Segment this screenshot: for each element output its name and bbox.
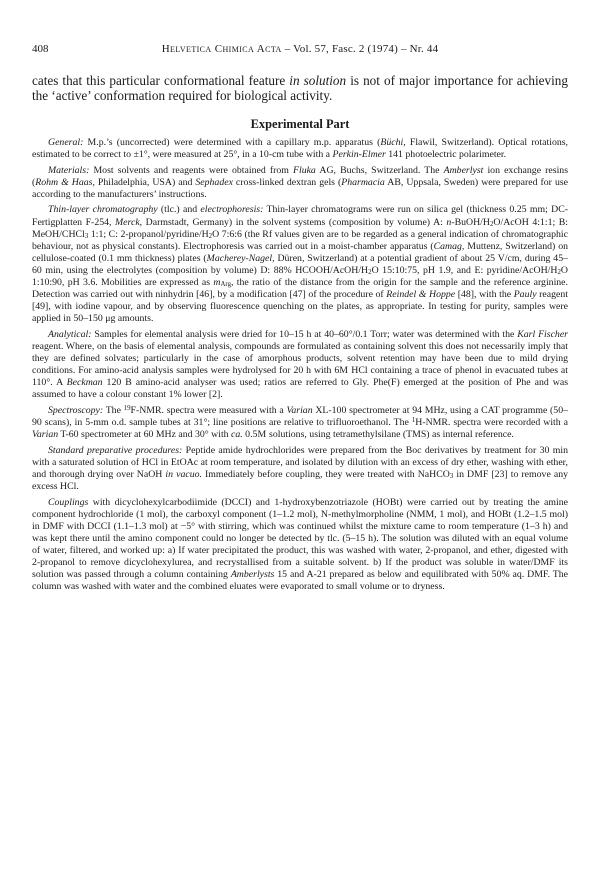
analytical-paragraph: Analytical: Samples for elemental analysis were dried for 10–15 h at 40–60°/0.1 Torr; water was determined with the Karl Fischer reagent. Where, on the basis of elemental analysis, compounds are formulated as containing solvent this does not necessarily imply that they are defined solvates; particularly in the case of amorphous products, solvent retention may have been due to mild drying conditions. For amino-acid analysis samples were hydrolysed for 20 h with 6M HCl containing a trace of phenol in evacuated tubes at 110°. A Beckman 120 B amino-acid analyser was used; ratios are referred to Gly. Phe(F) emerged at the position of Phe and was assumed to have a colour constant 1% lower [2]. — [32, 328, 569, 401]
page-number: 408 — [32, 43, 49, 55]
couplings-paragraph: Couplings with dicyclohexylcarbodiimide (DCCI) and 1-hydroxybenzotriazole (HOBt) were carried out by treating the amine component hydrochloride (1 mol), the carboxyl component (1–1.2 mol), N-methylmorpholine (NMM, 1 mol), and HOBt (1.2–1.5 mol) in DMF with DCCI (1.1–1.3 mol) at −5° with stirring, which was continued whilst the mixture came to room temperature (1–3 h) and was kept there until the amino component could no longer be detected by tlc. (5–15 h). The solution was diluted with an equal volume of water, filtered, and worked up: a) If water precipitated the product, this was washed with water, 2-propanol, and ether, digested with 2-propanol to remove dicyclohexylurea, and recrystallised from a suitable solvent. b) If the product was soluble in water/DMF its solution was passed through a column containing Amberlysts 15 and A-21 prepared as below and equilibrated with 50% aq. DMF. The column was washed with water and the combined eluates were evaporated to small volume or to dryness. — [32, 496, 568, 593]
standard-procedures-paragraph: Standard preparative procedures: Peptide amide hydrochlorides were prepared from the Boc derivatives by treatment for 30 min with a saturated solution of HCl in EtOAc at room temperature, and isolated by dilution with an excess of dry ether, washing with ether, and thorough drying over NaOH in vacuo. Immediately before coupling, they were treated with NaHCO$_3$ in DMF [23] to remove any excess HCl. — [32, 444, 569, 493]
tlc-paragraph: Thin-layer chromatography (tlc.) and electrophoresis: Thin-layer chromatograms were run on silica gel (thickness 0.25 mm; DC-Fertigplatten F-254, Merck, Darmstadt, Germany) in the solvent systems (composition by volume) A: $n-BuOH/H_2O$/AcOH 4:1:1; B: MeOH/CHCl$_3$ 1:1; C: $2-propanol/pyridine/H_2O$ 7:6:6 (the Rf values given are to be regarded as a general indication of chromatographic behaviour, not as physical constants). Electrophoresis was carried out in a moist-chamber apparatus (Camag, Muttenz, Switzerland) on cellulose-coated (0.1 mm thickness) plates (Macherey-Nagel, Düren, Switzerland) at a potential gradient of about 25 V/cm, during 45–60 min, using the electrolytes (composition by volume) D: 88% HCOOH/$AcOH/H_2O$ 15:10:75, pH 1.9, and E: pyridine/$AcOH/H_2O$ 1:10:90, pH 3.6. Mobilities are expressed as $m_{Arg}$, the ratio of the distance from the origin for the sample and the reference arginine. Detection was carried out with ninhydrin [46], by a modification [47] of the procedure of Reindel & Hoppe [48], with the Pauly reagent [49], with iodine vapour, and by observing fluorescence quenching on the plates, as appropriate. In testing for purity, samples were applied in 50–150 μg amounts. — [32, 204, 568, 325]
running-title — [32, 43, 568, 55]
spectroscopy-paragraph: Spectroscopy: The $^{19}$F-NMR. spectra were measured with a Varian XL-100 spectrometer at 94 MHz, using a CAT programme (50–90 scans), in 5-mm o.d. sample tubes at 31°; line positions are relative to trifluoroethanol. The $^1$H-NMR. spectra were recorded with a Varian T-60 spectrometer at 60 MHz and 30° with ca. 0.5M solutions, using tetramethylsilane (TMS) as internal reference. — [32, 404, 568, 441]
running-header — [32, 43, 568, 59]
article-body — [32, 73, 568, 597]
materials-paragraph: Materials: Most solvents and reagents were obtained from Fluka AG, Buchs, Switzerland. The Amberlyst ion exchange resins (Rohm & Haas, Philadelphia, USA) and Sephadex cross-linked dextran gels (Pharmacia AB, Uppsala, Sweden) were prepared for use according to the manufacturers’ instructions. — [32, 164, 569, 200]
issue-info: – Vol. 57, Fasc. 2 (1974) – Nr. 44 — [284, 43, 439, 55]
intro-paragraph: cates that this particular conformational feature in solution is not of major importance for achieving the ‘active’ conformation required for biological activity. — [32, 73, 568, 103]
journal-name: Helvetica Chimica Acta — [161, 43, 282, 55]
section-heading: Experimental Part — [250, 117, 350, 131]
general-paragraph: General: M.p.’s (uncorrected) were determined with a capillary m.p. apparatus (Büchi, Flawil, Switzerland). Optical rotations, estimated to be correct to ±1°, were measured at 25°, in a 10-cm tube with a Perkin-Elmer 141 photoelectric polarimeter. — [32, 137, 569, 161]
